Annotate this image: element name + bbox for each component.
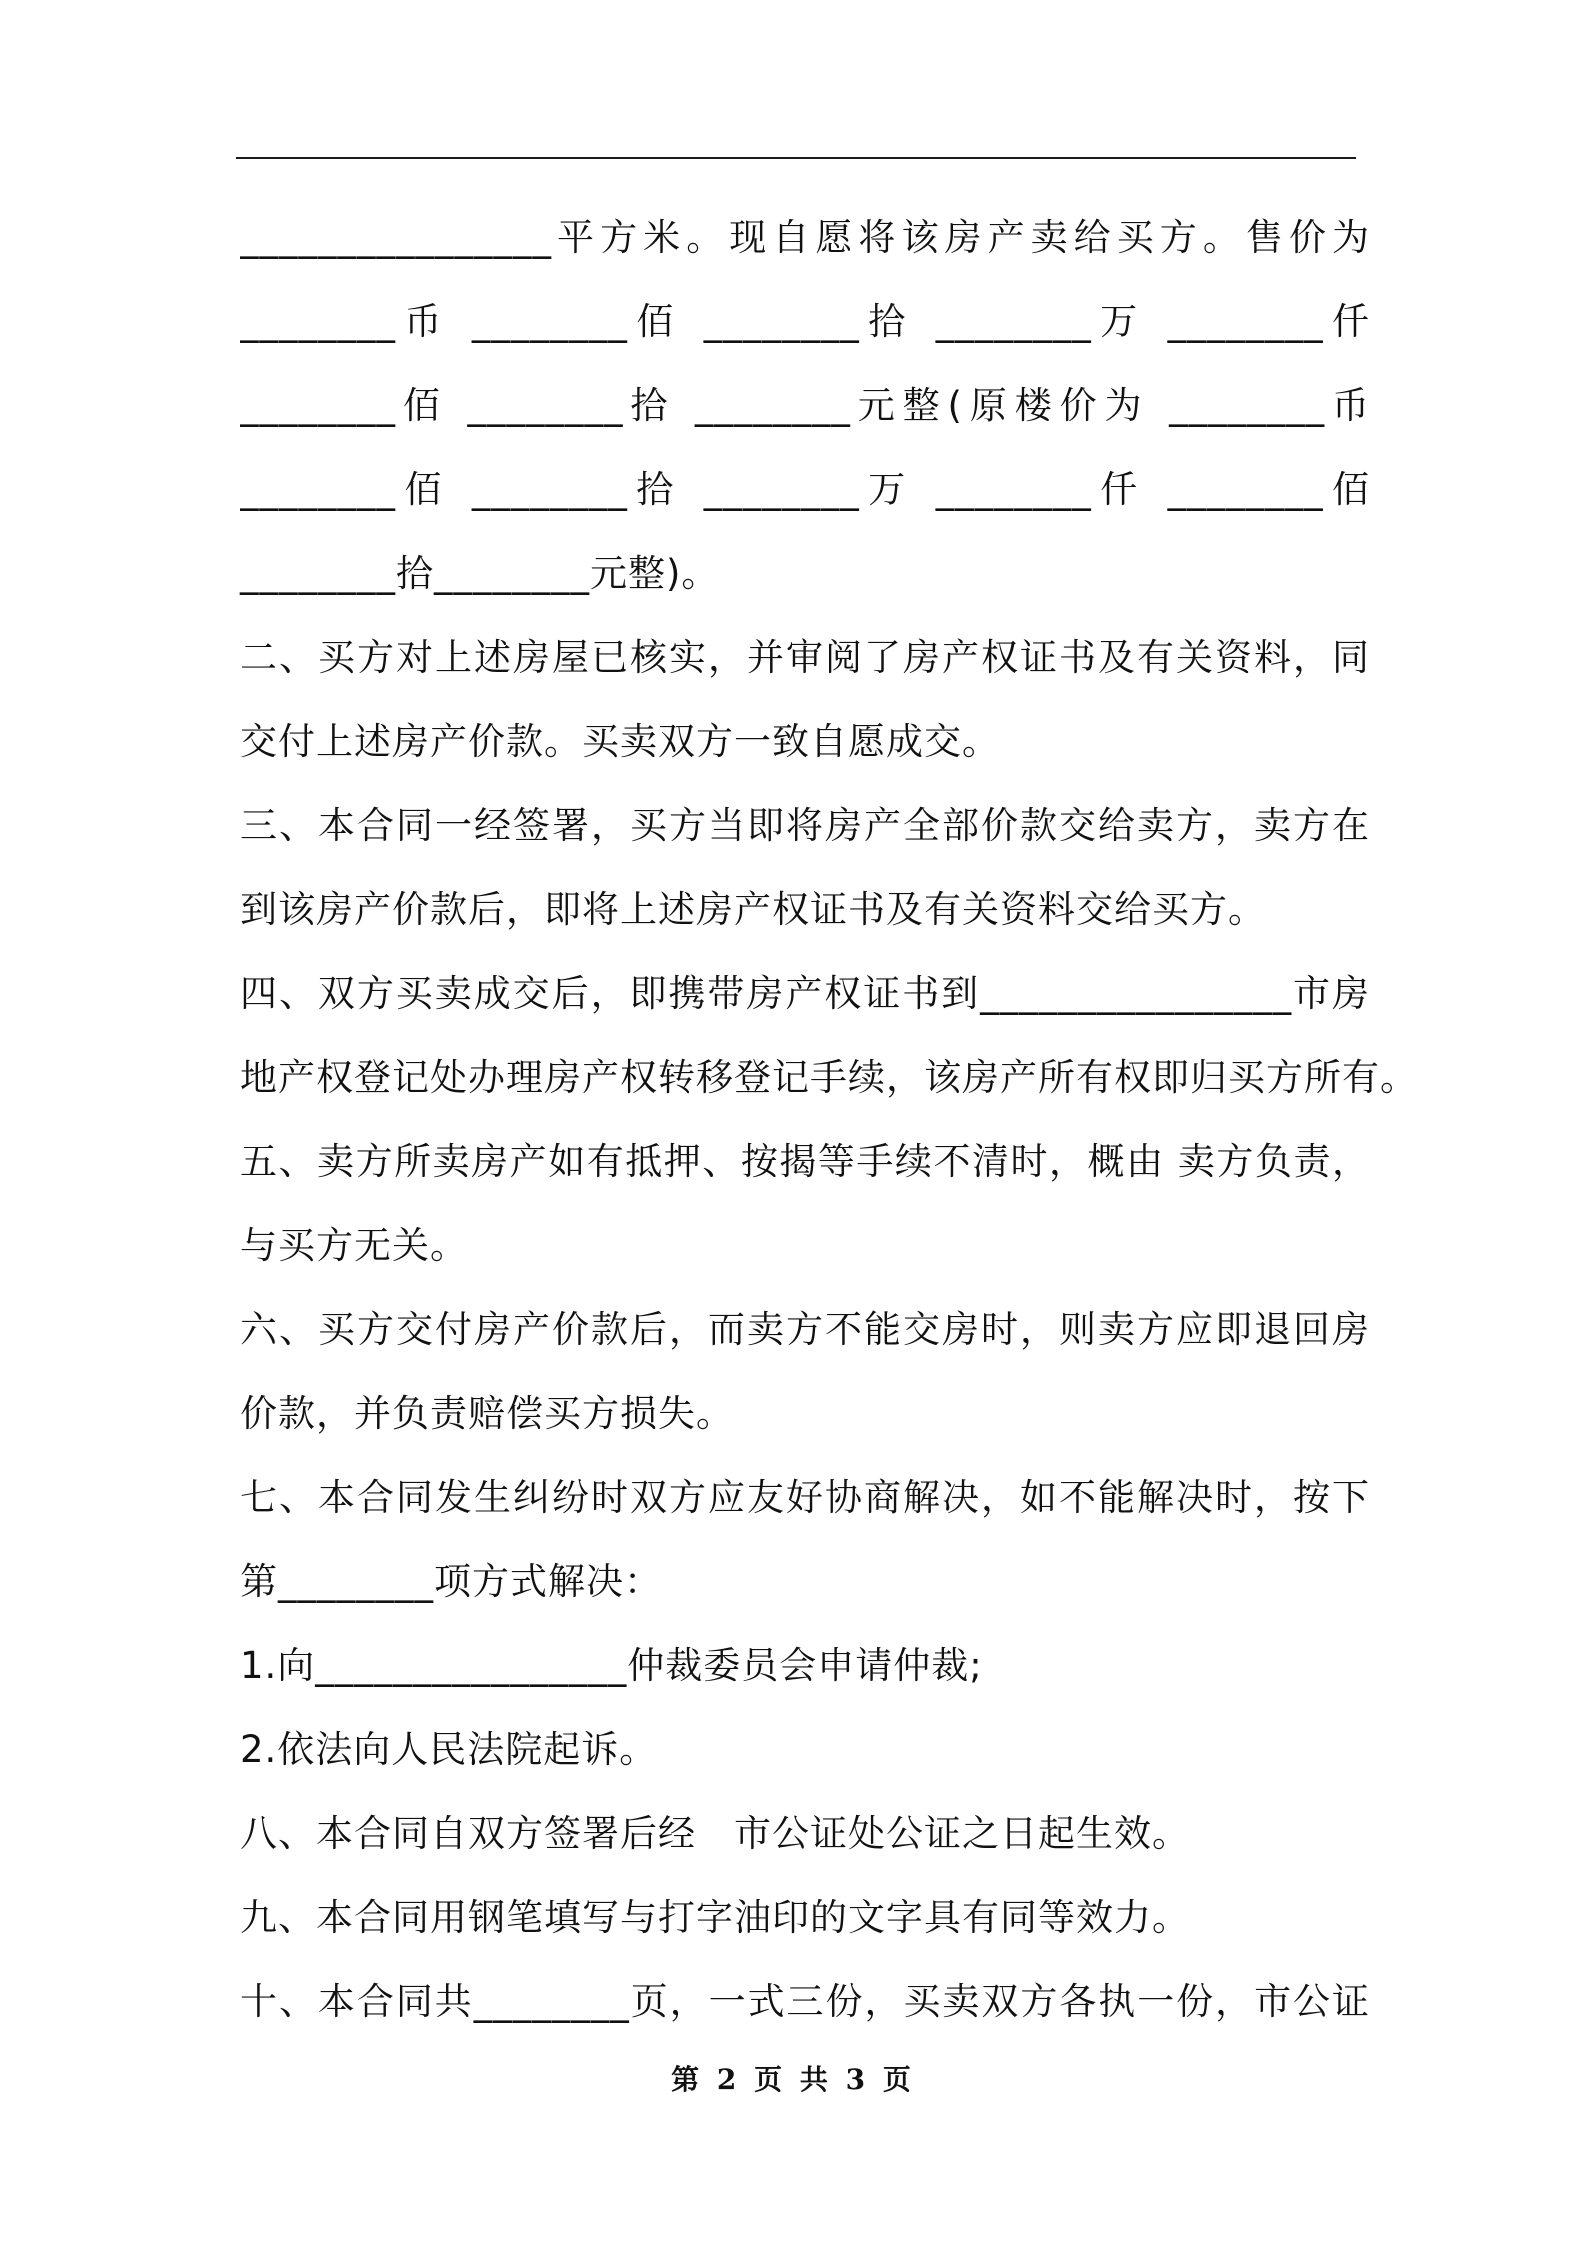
text-line: ________佰 ________拾 ________元整(原楼价为 ________币 — [240, 384, 1370, 427]
text-line: 二、买方对上述房屋已核实，并审阅了房产权证书及有关资料，同 — [240, 636, 1370, 679]
text-line: 与买方无关。 — [240, 1224, 468, 1267]
text-line: 1.向________________仲裁委员会申请仲裁; — [240, 1644, 983, 1687]
text-line: 四、双方买卖成交后，即携带房产权证书到________________市房 — [240, 972, 1370, 1015]
text-line: 三、本合同一经签署，买方当即将房产全部价款交给卖方，卖方在 — [240, 804, 1370, 847]
text-line: 价款，并负责赔偿买方损失。 — [240, 1392, 734, 1435]
header-rule — [236, 157, 1356, 159]
text-line: 2.依法向人民法院起诉。 — [240, 1728, 658, 1771]
text-line: 第________项方式解决： — [240, 1560, 662, 1603]
text-line: 五、卖方所卖房产如有抵押、按揭等手续不清时，概由 卖方负责， — [240, 1140, 1370, 1183]
text-line: ________币 ________佰 ________拾 ________万 ________仟 — [240, 300, 1370, 343]
contract-body — [240, 196, 1418, 2044]
text-line: ________拾________元整)。 — [240, 552, 720, 595]
text-line: 六、买方交付房产价款后，而卖方不能交房时，则卖方应即退回房 — [240, 1308, 1370, 1351]
page-number-footer: 第 2 页 共 3 页 — [671, 2063, 915, 2096]
text-line: 十、本合同共________页，一式三份，买卖双方各执一份，市公证 — [240, 1980, 1370, 2023]
text-line: 七、本合同发生纠纷时双方应友好协商解决，如不能解决时，按下 — [240, 1476, 1370, 1519]
text-line: ________________平方米。现自愿将该房产卖给买方。售价为 — [240, 216, 1370, 259]
text-line: 交付上述房产价款。买卖双方一致自愿成交。 — [240, 720, 1000, 763]
text-line: 地产权登记处办理房产权转移登记手续，该房产所有权即归买方所有。 — [240, 1056, 1418, 1099]
text-line: ________佰 ________拾 ________万 ________仟 ________佰 — [240, 468, 1370, 511]
text-line: 到该房产价款后，即将上述房产权证书及有关资料交给买方。 — [240, 888, 1266, 931]
text-line: 八、本合同自双方签署后经 市公证处公证之日起生效。 — [240, 1812, 1190, 1855]
text-line: 九、本合同用钢笔填写与打字油印的文字具有同等效力。 — [240, 1896, 1190, 1939]
